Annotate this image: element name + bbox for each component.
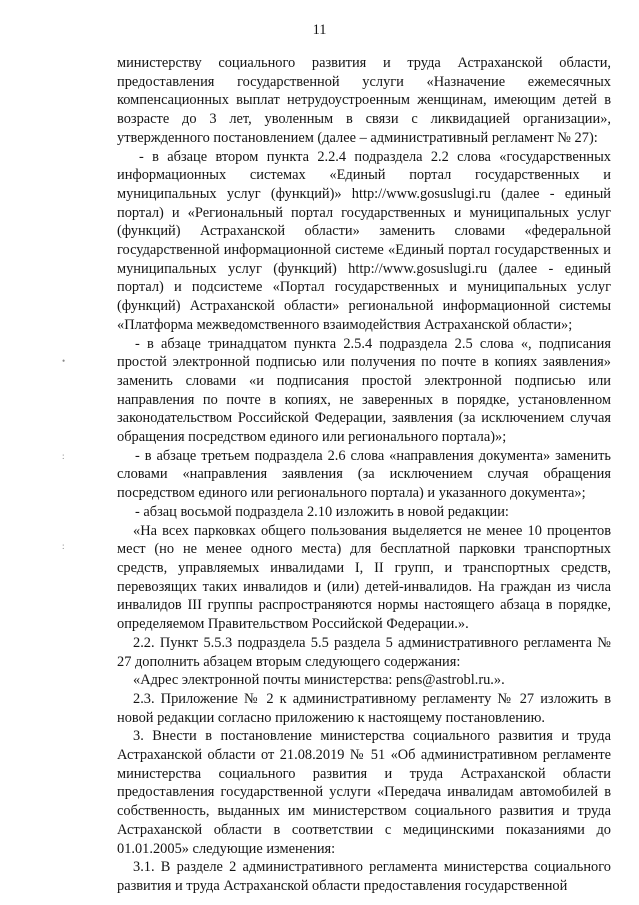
paragraph: 3.1. В разделе 2 административного регламента министерства социального развития и труда Астраханской области предоставления государственной — [117, 859, 611, 894]
paragraph: - в абзаце тринадцатом пункта 2.5.4 подраздела 2.5 слова «, подписания простой электронной подписью или получения по почте в копиях заявления» заменить словами «и подписания простой электронной подписью или направления по почте в копиях, не заверенных в порядке, установленном законодательством Российской Федерации, заявления (за исключением случая обращения посредством единого или регионального портала)»; — [117, 335, 611, 446]
paragraph: 2.3. Приложение № 2 к административному регламенту № 27 изложить в новой редакции согласно приложению к настоящему постановлению. — [117, 690, 611, 726]
paragraph: «Адрес электронной почты министерства: pens@astrobl.ru.». — [133, 672, 505, 689]
paragraph: - абзац восьмой подраздела 2.10 изложить в новой редакции: — [135, 503, 509, 520]
paragraph: 3. Внести в постановление министерства социального развития и труда Астраханской области от 21.08.2019 № 51 «Об административном регламенте министерства социального развития и труда Астраханской области предоставления государственной услуги «Передача инвалидам автомобилей в собственность, выданных им министерством социального развития и труда Астраханской области в соответствии с медицинскими показаниями до 01.01.2005» следующие изменения: — [117, 728, 611, 857]
paragraph: министерству социального развития и труда Астраханской области, предоставления государственной услуги «Назначение ежемесячных компенсационных выплат нетрудоустроенным женщинам, имеющим детей в возрасте до 3 лет, уволенным в связи с ликвидацией организации», утвержденного постановлением (далее – административный регламент № 27): — [117, 55, 611, 146]
document-body — [117, 54, 611, 896]
paragraph: - в абзаце втором пункта 2.2.4 подраздела 2.2 слова «государственных информационных системах «Единый портал государственных и муниципальных услуг (функций)» http://www.gosuslugi.ru (далее - единый портал) и «Региональный портал государственных и муниципальных услуг (функций) Астраханской области» заменить словами «федеральной государственной информационной системе «Единый портал государственных и муниципальных услуг (функций) http://www.gosuslugi.ru (далее - единый портал) и подсистеме «Портал государственных и муниципальных услуг (функций) Астраханской области» региональной информационной системы «Платформа межведомственного взаимодействия Астраханской области»; — [117, 148, 611, 333]
scan-mark: • — [62, 356, 66, 366]
paragraph: 2.2. Пункт 5.5.3 подраздела 5.5 раздела 5 административного регламента № 27 дополнить абзацем вторым следующего содержания: — [117, 634, 611, 670]
paragraph: «На всех парковках общего пользования выделяется не менее 10 процентов мест (но не менее одного места) для бесплатной парковки транспортных средств, управляемых инвалидами I, II групп, и транспортных средств, перевозящих таких инвалидов и (или) детей-инвалидов. На граждан из числа инвалидов III группы распространяются нормы настоящего абзаца в порядке, определяемом Правительством Российской Федерации.». — [117, 522, 611, 633]
scan-mark: : — [62, 541, 65, 551]
page-number: 11 — [312, 22, 327, 38]
paragraph: - в абзаце третьем подраздела 2.6 слова «направления документа» заменить словами «направления заявления (за исключением случая обращения посредством единого или регионального портала) и указанного документа»; — [117, 447, 611, 502]
scan-mark: : — [62, 451, 65, 461]
